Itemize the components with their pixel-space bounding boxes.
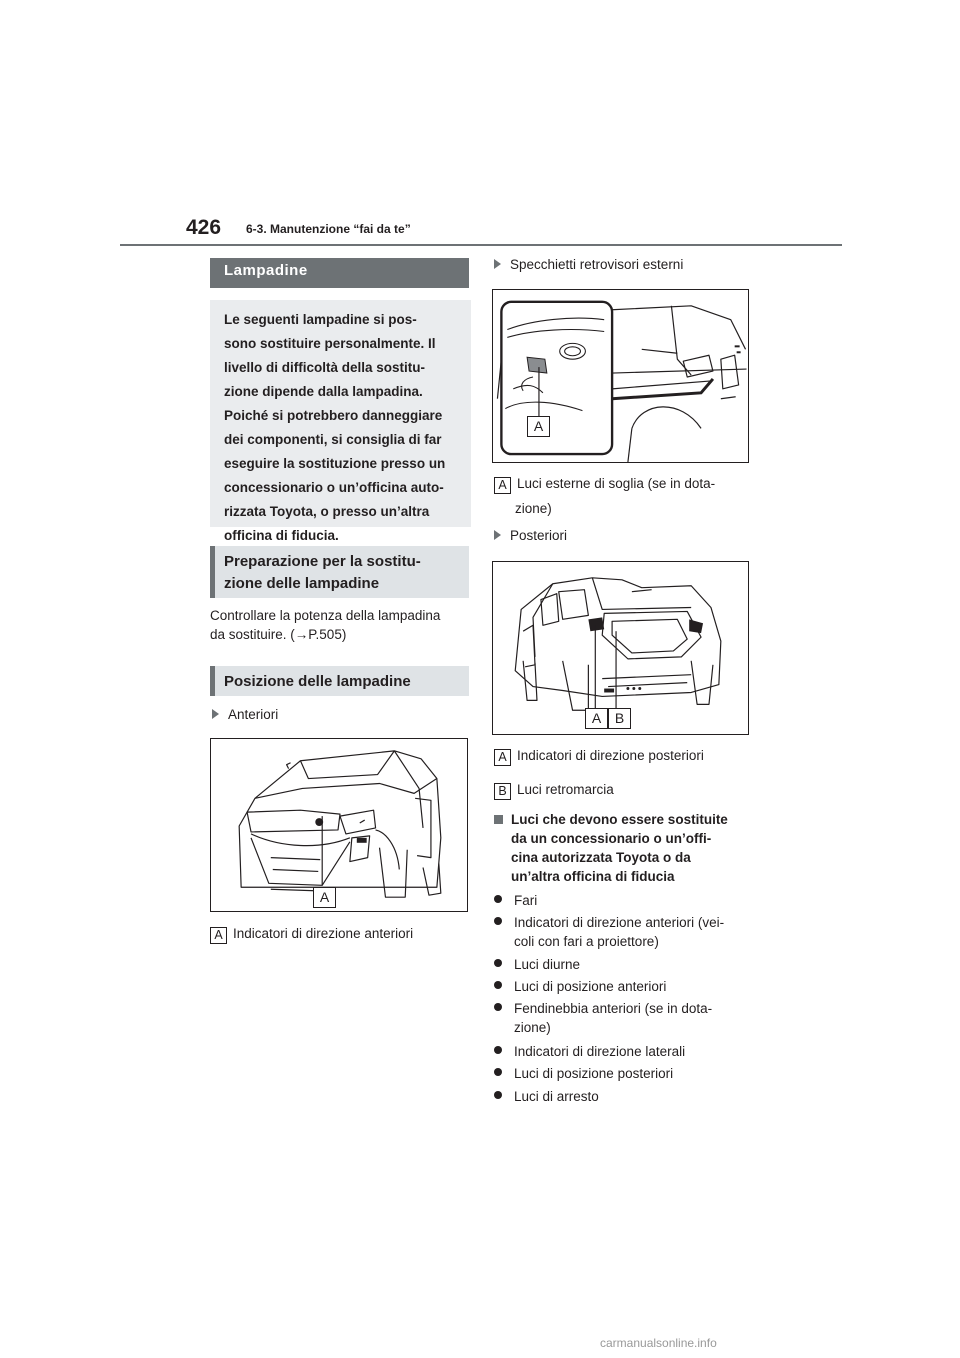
intro-line: livello di difficoltà della sostitu- (224, 360, 426, 375)
list-item-text: Indicatori di direzione laterali (514, 1044, 686, 1059)
rear-subheading (494, 526, 567, 545)
bullet-dot-icon (494, 959, 502, 967)
preparation-heading-line: Preparazione per la sostitu- (224, 553, 421, 570)
legend-key-a: A (210, 927, 227, 944)
list-item (494, 891, 537, 910)
footer-watermark: carmanualsonline.info (600, 1336, 717, 1350)
bullet-dot-icon (494, 917, 502, 925)
mirror-subheading-text: Specchietti retrovisori esterni (510, 257, 684, 272)
dealer-heading-text: un’altra officina di fiducia (511, 869, 675, 884)
figure-label-a: A (313, 887, 336, 908)
bullet-dot-icon (494, 1091, 502, 1099)
list-item (494, 999, 712, 1037)
bullet-dot-icon (494, 1003, 502, 1011)
preparation-heading-line: zione delle lampadine (224, 575, 380, 592)
position-heading-text: Posizione delle lampadine (224, 673, 411, 690)
position-heading (210, 666, 469, 696)
figure-label-b: B (608, 708, 631, 729)
list-item (494, 1064, 673, 1083)
legend-text: Luci esterne di soglia (se in dota- (517, 476, 716, 491)
list-item (494, 977, 666, 996)
preparation-text-line: da sostituire. (→P.505) (210, 627, 347, 642)
intro-line: eseguire la sostituzione presso un (224, 456, 446, 471)
lampadine-heading: Lampadine (210, 258, 469, 288)
bullet-dot-icon (494, 895, 502, 903)
legend-key-a: A (494, 477, 511, 494)
legend-text: zione) (515, 501, 552, 516)
page-number: 426 (186, 216, 222, 239)
list-item-text: Luci di arresto (514, 1089, 599, 1104)
dealer-heading-text: da un concessionario o un’offi- (511, 831, 712, 846)
intro-line: officina di fiducia. (224, 528, 339, 543)
list-item-text: Indicatori di direzione anteriori (vei- (514, 915, 725, 930)
intro-box (210, 300, 471, 543)
dealer-heading (494, 810, 728, 886)
list-item (494, 913, 724, 951)
intro-line: rizzata Toyota, o presso un’altra (224, 504, 430, 519)
legend-key-a: A (494, 749, 511, 766)
bullet-dot-icon (494, 981, 502, 989)
mirror-legend (494, 474, 715, 518)
list-item-text: Luci diurne (514, 957, 581, 972)
front-subheading (212, 705, 278, 724)
bullet-dot-icon (494, 1046, 502, 1054)
front-car-illustration (211, 739, 467, 911)
triangle-bullet-icon (212, 709, 219, 719)
front-legend (210, 924, 413, 944)
dealer-heading-text: Luci che devono essere sostituite (511, 812, 728, 827)
intro-line: zione dipende dalla lampadina. (224, 384, 423, 399)
header-rule (120, 244, 842, 246)
list-item (494, 1087, 599, 1106)
figure-label-a: A (585, 708, 608, 729)
mirror-figure (492, 289, 749, 463)
rear-legend-a (494, 746, 704, 766)
square-bullet-icon (494, 815, 503, 824)
rear-legend-b (494, 780, 614, 800)
intro-line: Le seguenti lampadine si pos- (224, 312, 417, 327)
list-item-text: Fari (514, 893, 538, 908)
preparation-text (210, 606, 440, 644)
dealer-heading-text: cina autorizzata Toyota o da (511, 850, 691, 865)
front-car-figure (210, 738, 468, 912)
rear-subheading-text: Posteriori (510, 528, 568, 543)
list-item (494, 1042, 685, 1061)
list-item-text: Luci di posizione anteriori (514, 979, 667, 994)
triangle-bullet-icon (494, 259, 501, 269)
figure-label-a: A (527, 416, 550, 437)
mirror-legend-line (494, 474, 715, 494)
list-item-text: coli con fari a proiettore) (514, 934, 659, 949)
list-item (494, 955, 580, 974)
list-item-text: zione) (514, 1020, 551, 1035)
legend-text: Indicatori di direzione anteriori (233, 926, 414, 941)
mirror-subheading (494, 255, 683, 274)
triangle-bullet-icon (494, 530, 501, 540)
preparation-heading (210, 546, 469, 598)
list-item-text: Luci di posizione posteriori (514, 1066, 674, 1081)
section-title: 6-3. Manutenzione “fai da te” (246, 222, 411, 236)
intro-line: sono sostituire personalmente. Il (224, 336, 436, 351)
dealer-heading-line (494, 810, 728, 829)
rear-car-figure (492, 561, 749, 735)
intro-line: concessionario o un’officina auto- (224, 480, 444, 495)
legend-text: Indicatori di direzione posteriori (517, 748, 704, 763)
legend-text: Luci retromarcia (517, 782, 614, 797)
preparation-text-line: Controllare la potenza della lampadina (210, 608, 441, 623)
legend-key-b: B (494, 783, 511, 800)
list-item-text: Fendinebbia anteriori (se in dota- (514, 1001, 713, 1016)
intro-line: Poiché si potrebbero danneggiare (224, 408, 443, 423)
front-subheading-text: Anteriori (228, 707, 279, 722)
bullet-dot-icon (494, 1068, 502, 1076)
intro-line: dei componenti, si consiglia di far (224, 432, 442, 447)
